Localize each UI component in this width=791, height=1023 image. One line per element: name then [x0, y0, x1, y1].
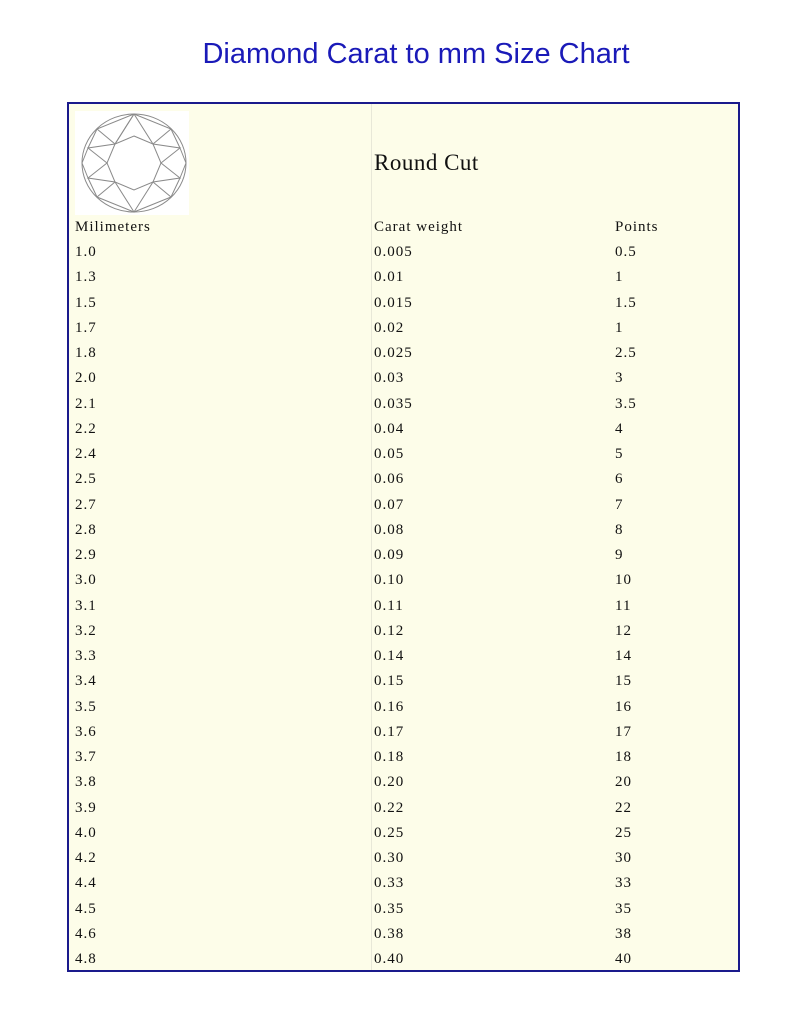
- cut-heading: Round Cut: [374, 150, 479, 175]
- carat-cell: 0.22: [374, 799, 405, 816]
- mm-cell: 3.0: [75, 572, 97, 589]
- table-row: [69, 421, 738, 446]
- carat-cell: 0.14: [374, 648, 405, 664]
- table-row: [69, 320, 738, 345]
- carat-cell: 0.04: [374, 420, 405, 437]
- table-row: [69, 396, 738, 421]
- mm-cell: 4.8: [75, 951, 97, 967]
- carat-cell: 0.17: [374, 723, 405, 740]
- page-title: Diamond Carat to mm Size Chart: [202, 38, 630, 70]
- points-cell: 6: [615, 471, 624, 488]
- points-cell: 16: [615, 698, 632, 715]
- mm-cell: 4.2: [75, 850, 97, 866]
- points-cell: 2.5: [615, 345, 637, 361]
- mm-cell: 1.3: [75, 269, 97, 286]
- mm-cell: 3.7: [75, 749, 97, 765]
- table-row: [69, 673, 738, 698]
- mm-cell: 3.8: [75, 774, 97, 791]
- carat-cell: 0.05: [374, 446, 405, 462]
- mm-cell: 3.6: [75, 723, 97, 740]
- size-chart-table: [67, 102, 740, 972]
- mm-cell: 4.0: [75, 824, 97, 841]
- mm-cell: 3.5: [75, 698, 97, 715]
- points-cell: 18: [615, 749, 632, 765]
- points-cell: 14: [615, 648, 632, 664]
- mm-cell: 3.2: [75, 622, 97, 639]
- carat-cell: 0.20: [374, 774, 405, 791]
- table-row: [69, 471, 738, 496]
- table-row: [69, 522, 738, 547]
- carat-cell: 0.10: [374, 572, 405, 589]
- carat-cell: 0.30: [374, 850, 405, 866]
- table-row: [69, 951, 738, 976]
- carat-cell: 0.40: [374, 951, 405, 967]
- carat-cell: 0.06: [374, 471, 405, 488]
- table-row: [69, 572, 738, 597]
- table-row: [69, 345, 738, 370]
- points-cell: 3.5: [615, 395, 637, 412]
- mm-cell: 2.0: [75, 370, 97, 387]
- points-cell: 5: [615, 446, 624, 462]
- mm-cell: 4.5: [75, 900, 97, 917]
- points-cell: 20: [615, 774, 632, 791]
- carat-cell: 0.11: [374, 597, 404, 614]
- points-cell: 25: [615, 824, 632, 841]
- points-cell: 40: [615, 951, 632, 967]
- mm-cell: 4.4: [75, 875, 97, 892]
- points-cell: 15: [615, 673, 632, 690]
- carat-cell: 0.005: [374, 244, 413, 260]
- carat-cell: 0.38: [374, 925, 405, 942]
- mm-cell: 4.6: [75, 925, 97, 942]
- points-cell: 33: [615, 875, 632, 892]
- diamond-drawing: [75, 111, 189, 215]
- points-cell: 10: [615, 572, 632, 589]
- points-cell: 1: [615, 319, 624, 336]
- mm-cell: 2.1: [75, 395, 97, 412]
- table-row: [69, 901, 738, 926]
- table-row: [69, 850, 738, 875]
- table-row: [69, 926, 738, 951]
- points-cell: 35: [615, 900, 632, 917]
- carat-cell: 0.09: [374, 547, 405, 563]
- mm-cell: 2.7: [75, 496, 97, 513]
- mm-cell: 2.5: [75, 471, 97, 488]
- mm-cell: 3.4: [75, 673, 97, 690]
- table-row: [69, 497, 738, 522]
- carat-cell: 0.18: [374, 749, 405, 765]
- carat-cell: 0.025: [374, 345, 413, 361]
- mm-cell: 2.9: [75, 547, 97, 563]
- points-cell: 12: [615, 622, 632, 639]
- table-row: [69, 699, 738, 724]
- points-cell: 22: [615, 799, 632, 816]
- carat-cell: 0.16: [374, 698, 405, 715]
- table-row: [69, 370, 738, 395]
- points-cell: 8: [615, 521, 624, 538]
- table-row: [69, 623, 738, 648]
- table-row: [69, 774, 738, 799]
- points-cell: 9: [615, 547, 624, 563]
- table-row: [69, 724, 738, 749]
- carat-cell: 0.25: [374, 824, 405, 841]
- carat-cell: 0.33: [374, 875, 405, 892]
- table-row: [69, 875, 738, 900]
- mm-cell: 3.3: [75, 648, 97, 664]
- points-cell: 0.5: [615, 244, 637, 260]
- points-cell: 7: [615, 496, 624, 513]
- table-row: [69, 269, 738, 294]
- points-cell: 1: [615, 269, 624, 286]
- points-cell: 1.5: [615, 294, 637, 311]
- carat-cell: 0.02: [374, 319, 405, 336]
- points-cell: 3: [615, 370, 624, 387]
- mm-cell: 2.2: [75, 420, 97, 437]
- mm-cell: 2.4: [75, 446, 97, 462]
- column-header: Carat weight: [374, 219, 464, 235]
- points-cell: 11: [615, 597, 632, 614]
- points-cell: 17: [615, 723, 632, 740]
- carat-cell: 0.35: [374, 900, 405, 917]
- table-row: [69, 800, 738, 825]
- round-brilliant-diamond-icon: [75, 111, 189, 215]
- table-row: [69, 825, 738, 850]
- carat-cell: 0.03: [374, 370, 405, 387]
- column-header: Points: [615, 219, 659, 235]
- carat-cell: 0.08: [374, 521, 405, 538]
- mm-cell: 3.9: [75, 799, 97, 816]
- carat-cell: 0.035: [374, 395, 413, 412]
- table-row: [69, 295, 738, 320]
- mm-cell: 1.7: [75, 319, 97, 336]
- carat-cell: 0.01: [374, 269, 405, 286]
- mm-cell: 3.1: [75, 597, 97, 614]
- table-row: [69, 749, 738, 774]
- carat-cell: 0.07: [374, 496, 405, 513]
- carat-cell: 0.12: [374, 622, 405, 639]
- points-cell: 38: [615, 925, 632, 942]
- mm-cell: 2.8: [75, 521, 97, 538]
- carat-cell: 0.015: [374, 294, 413, 311]
- carat-cell: 0.15: [374, 673, 405, 690]
- column-header: Milimeters: [75, 219, 151, 235]
- table-header: [69, 104, 738, 214]
- table-row: [69, 446, 738, 471]
- table-row: [69, 648, 738, 673]
- points-cell: 4: [615, 420, 624, 437]
- table-row: [69, 547, 738, 572]
- table-row: [69, 244, 738, 269]
- mm-cell: 1.5: [75, 294, 97, 311]
- table-row: [69, 598, 738, 623]
- mm-cell: 1.8: [75, 345, 97, 361]
- points-cell: 30: [615, 850, 632, 866]
- mm-cell: 1.0: [75, 244, 97, 260]
